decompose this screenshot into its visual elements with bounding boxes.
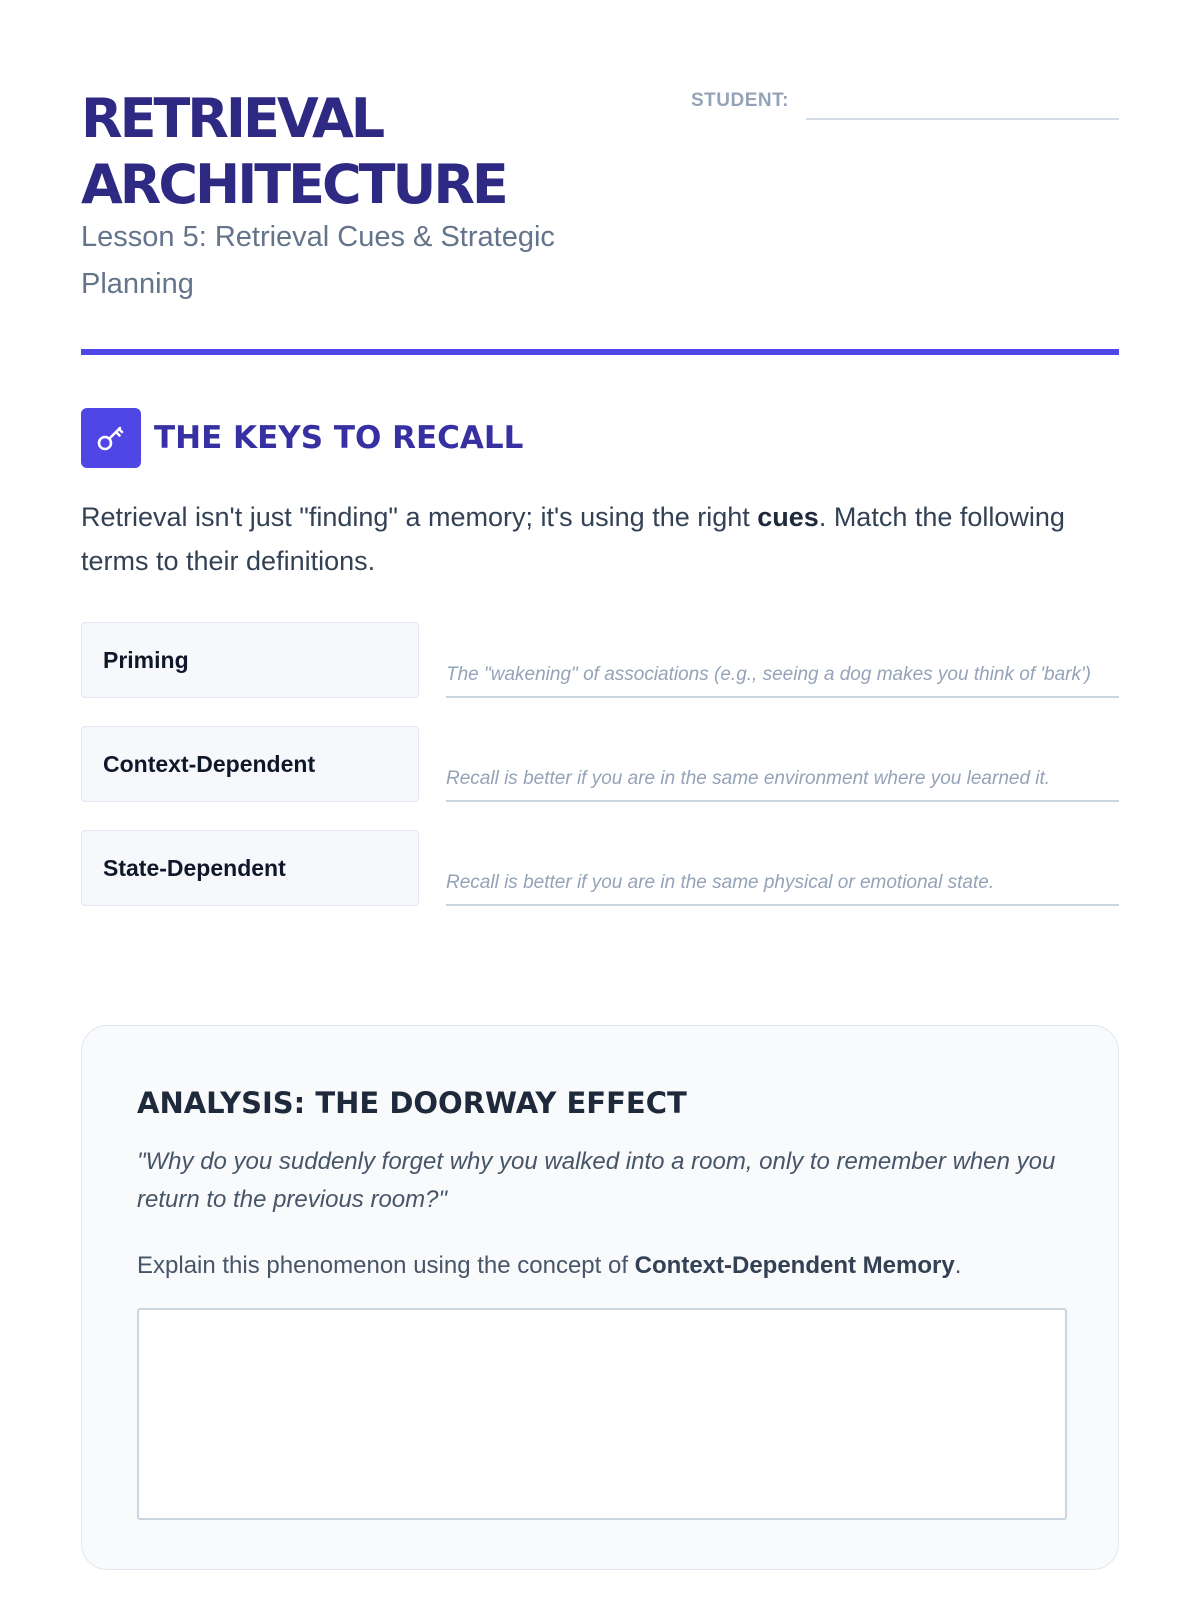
prompt-text-end: . bbox=[954, 1252, 962, 1279]
prompt-text-start: Explain this phenomenon using the concept of bbox=[137, 1252, 635, 1279]
intro-text-bold: cues bbox=[757, 502, 819, 532]
analysis-card bbox=[81, 1025, 1119, 1570]
matching-row bbox=[81, 726, 1119, 802]
matching-row bbox=[81, 830, 1119, 906]
analysis-title: ANALYSIS: THE DOORWAY EFFECT bbox=[137, 1086, 687, 1120]
analysis-quote: "Why do you suddenly forget why you walked into a room, only to remember when you return to the previous room?" bbox=[137, 1148, 1056, 1213]
intro-text-start: Retrieval isn't just "finding" a memory; it's using the right bbox=[81, 502, 758, 532]
key-icon bbox=[81, 408, 141, 468]
prompt-text-bold: Context-Dependent Memory bbox=[634, 1252, 955, 1279]
definition-answer-line[interactable]: Recall is better if you are in the same physical or emotional state. bbox=[446, 830, 1119, 906]
term-box: Priming bbox=[81, 622, 419, 698]
definition-answer-line[interactable]: Recall is better if you are in the same environment where you learned it. bbox=[446, 726, 1119, 802]
term-box: Context-Dependent bbox=[81, 726, 419, 802]
definition-answer-line[interactable]: The "wakening" of associations (e.g., seeing a dog makes you think of 'bark') bbox=[446, 622, 1119, 698]
matching-row bbox=[81, 622, 1119, 698]
section-title: THE KEYS TO RECALL bbox=[154, 420, 524, 456]
student-label: STUDENT: bbox=[691, 90, 789, 111]
header-divider bbox=[81, 349, 1119, 355]
answer-textarea[interactable] bbox=[137, 1308, 1067, 1520]
term-box: State-Dependent bbox=[81, 830, 419, 906]
intro-text-end: . Match the following terms to their definitions. bbox=[81, 502, 1065, 576]
lesson-subtitle: Lesson 5: Retrieval Cues & Strategic Planning bbox=[81, 221, 555, 300]
analysis-prompt bbox=[137, 1248, 1067, 1284]
page-title: RETRIEVAL ARCHITECTURE bbox=[81, 87, 506, 216]
student-name-field[interactable] bbox=[806, 118, 1119, 120]
section-heading bbox=[81, 408, 523, 468]
worksheet-header bbox=[81, 0, 1119, 358]
intro-text bbox=[81, 495, 1081, 583]
